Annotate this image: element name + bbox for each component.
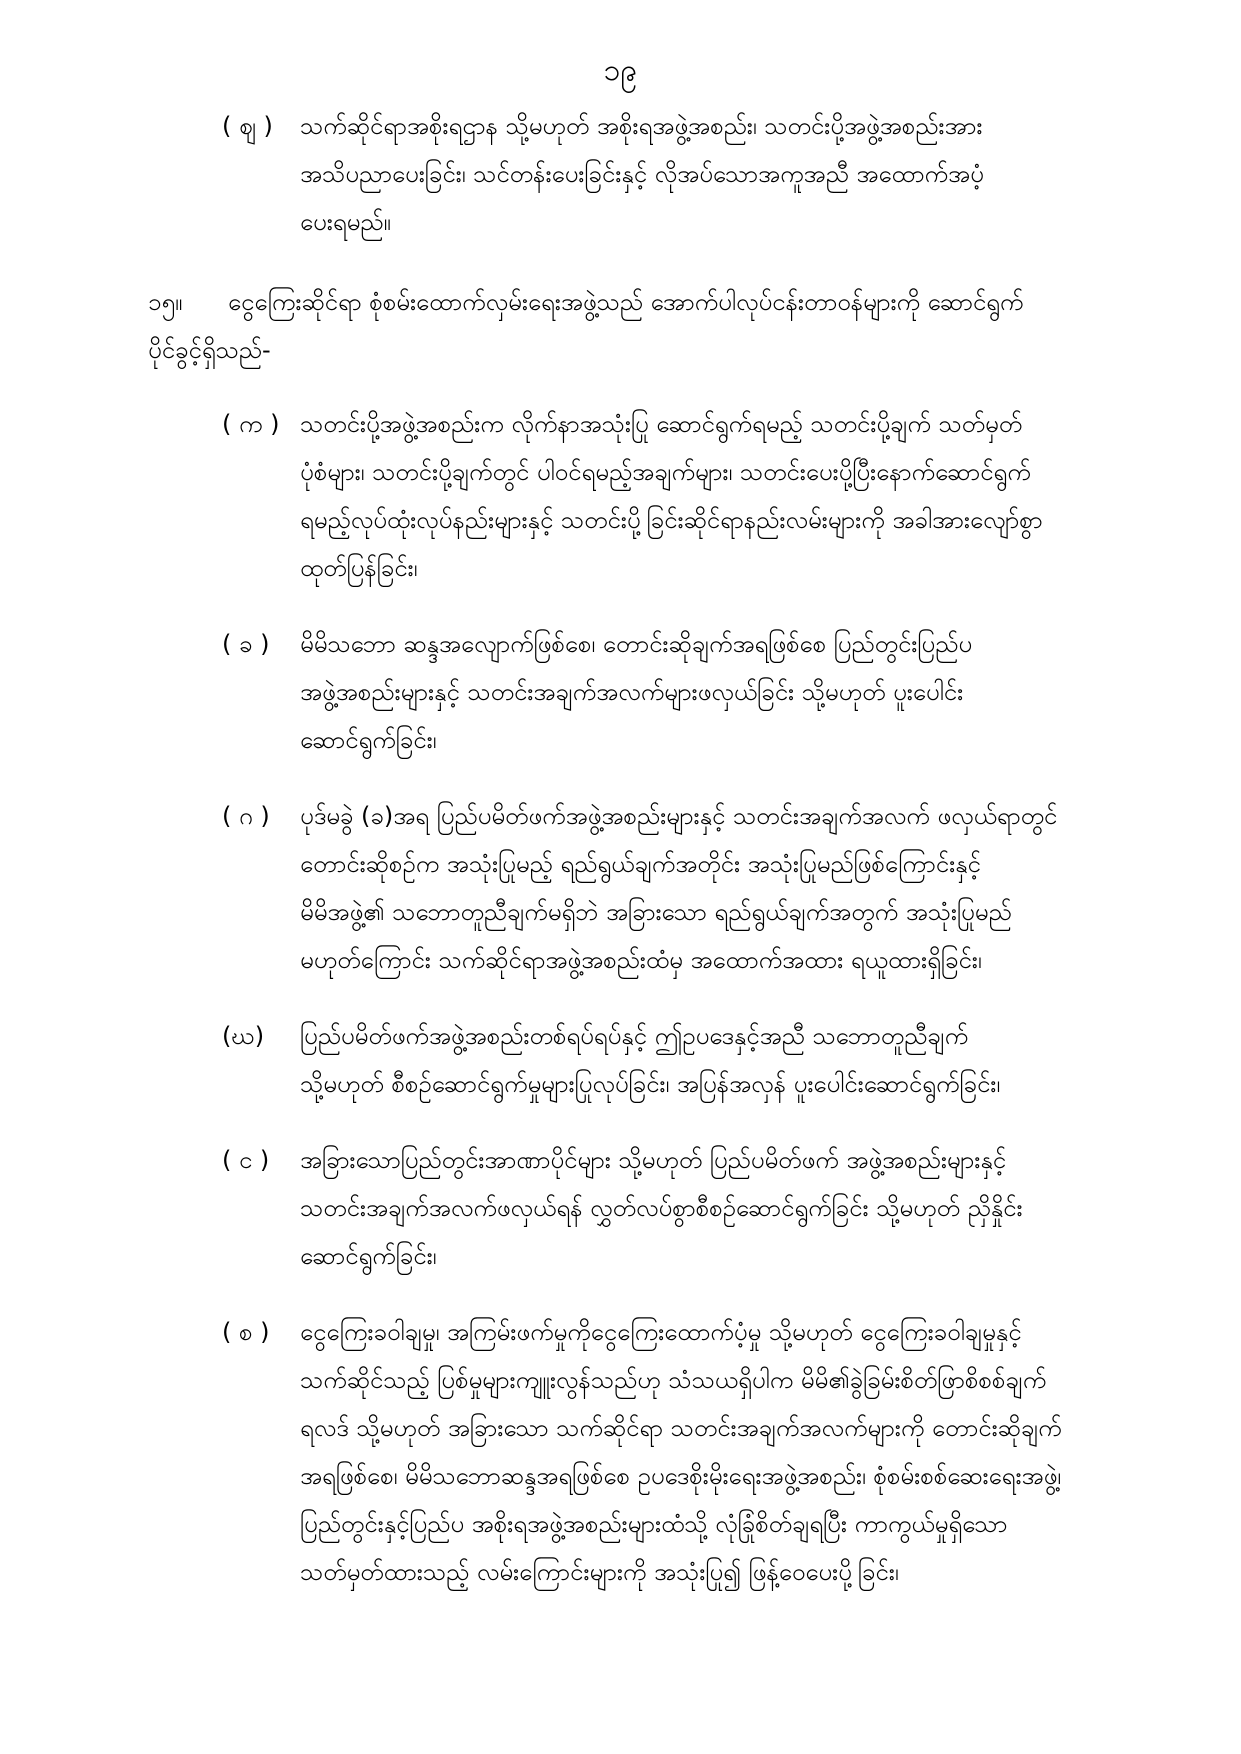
item-marker: ( ခ ): [222, 630, 270, 658]
text-line: ပုံစံများ၊ သတင်းပို့ချက်တွင် ပါဝင်ရမည့်အချက်များ၊ သတင်းပေးပို့ပြီးနောက်ဆောင်ရွက်: [300, 458, 1031, 486]
text-line: မိမိသဘော ဆန္ဒအလျောက်ဖြစ်စေ၊ တောင်းဆိုချက်အရဖြစ်စေ ပြည်တွင်းပြည်ပ: [300, 630, 973, 658]
item-marker: ( ဈ ): [222, 112, 273, 140]
section-number: ၁၅။: [148, 288, 183, 316]
text-line: သတ်မှတ်ထားသည့် လမ်းကြောင်းများကို အသုံးပြု၍ ဖြန့်ဝေပေးပို့ခြင်း၊: [300, 1558, 899, 1586]
text-line: အရဖြစ်စေ၊ မိမိသဘောဆန္ဒအရဖြစ်စေ ဥပဒေစိုးမိုးရေးအဖွဲ့အစည်း၊ စုံစမ်းစစ်ဆေးရေးအဖွဲ့၊: [300, 1462, 1062, 1490]
text-line: အခြားသောပြည်တွင်းအာဏာပိုင်များ သို့မဟုတ် ပြည်ပမိတ်ဖက် အဖွဲ့အစည်းများနှင့်: [300, 1146, 1007, 1174]
text-line: တောင်းဆိုစဉ်က အသုံးပြုမည့် ရည်ရွယ်ချက်အတိုင်း အသုံးပြုမည်ဖြစ်ကြောင်းနှင့်: [300, 850, 981, 878]
item-marker: ( ဂ ): [222, 802, 270, 830]
text-line: ထုတ်ပြန်ခြင်း၊: [300, 554, 418, 582]
text-line: ရမည့်လုပ်ထုံးလုပ်နည်းများနှင့် သတင်းပို့ခြင်းဆိုင်ရာနည်းလမ်းများကို အခါအားလျော်စွာ: [300, 506, 1043, 534]
text-line: သက်ဆိုင်သည့် ပြစ်မှုများကျူးလွန်သည်ဟု သံသယရှိပါက မိမိ၏ခွဲခြမ်းစိတ်ဖြာစိစစ်ချက်: [300, 1366, 1047, 1394]
text-line: သို့မဟုတ် စီစဉ်ဆောင်ရွက်မှုများပြုလုပ်ခြင်း၊ အပြန်အလှန် ပူးပေါင်းဆောင်ရွက်ခြင်း၊: [300, 1070, 1001, 1098]
text-line: ပိုင်ခွင့်ရှိသည်-: [148, 336, 271, 364]
item-marker: ( က ): [222, 410, 280, 438]
text-line: ဆောင်ရွက်ခြင်း၊: [300, 1242, 437, 1270]
text-line: သက်ဆိုင်ရာအစိုးရဌာန သို့မဟုတ် အစိုးရအဖွဲ့အစည်း၊ သတင်းပို့အဖွဲ့အစည်းအား: [300, 112, 983, 140]
page-number: ၁၉: [603, 53, 638, 88]
text-line: ပြည်ပမိတ်ဖက်အဖွဲ့အစည်းတစ်ရပ်ရပ်နှင့် ဤဥပဒေနှင့်အညီ သဘောတူညီချက်: [300, 1022, 969, 1050]
text-line: ပြည်တွင်းနှင့်ပြည်ပ အစိုးရအဖွဲ့အစည်းများထံသို့ လုံခြုံစိတ်ချရပြီး ကာကွယ်မှုရှိသော: [300, 1510, 1008, 1538]
text-line: ရလဒ် သို့မဟုတ် အခြားသော သက်ဆိုင်ရာ သတင်းအချက်အလက်များကို တောင်းဆိုချက်: [300, 1414, 1062, 1442]
text-line: ငွေကြေးဆိုင်ရာ စုံစမ်းထောက်လှမ်းရေးအဖွဲ့သည် အောက်ပါလုပ်ငန်းတာဝန်များကို ဆောင်ရွက်: [228, 288, 1024, 316]
text-line: ငွေကြေးခဝါချမှု၊ အကြမ်းဖက်မှုကိုငွေကြေးထောက်ပံ့မှု သို့မဟုတ် ငွေကြေးခဝါချမှုနှင့်: [300, 1318, 1022, 1346]
text-line: မဟုတ်ကြောင်း သက်ဆိုင်ရာအဖွဲ့အစည်းထံမှ အထောက်အထား ရယူထားရှိခြင်း၊: [300, 946, 982, 974]
item-marker: ( င ): [222, 1146, 270, 1174]
item-marker: ( စ ): [222, 1318, 270, 1346]
text-line: သတင်းအချက်အလက်ဖလှယ်ရန် လွှတ်လပ်စွာစီစဉ်ဆောင်ရွက်ခြင်း သို့မဟုတ် ညှိနှိုင်း: [300, 1194, 1023, 1222]
item-marker: (ဃ): [222, 1022, 265, 1050]
text-line: ပုဒ်မခွဲ (ခ)အရ ပြည်ပမိတ်ဖက်အဖွဲ့အစည်းများနှင့် သတင်းအချက်အလက် ဖလှယ်ရာတွင်: [300, 802, 1058, 830]
text-line: သတင်းပို့အဖွဲ့အစည်းက လိုက်နာအသုံးပြု ဆောင်ရွက်ရမည့် သတင်းပို့ချက် သတ်မှတ်: [300, 410, 1023, 438]
text-line: အသိပညာပေးခြင်း၊ သင်တန်းပေးခြင်းနှင့် လိုအပ်သောအကူအညီ အထောက်အပံ့: [300, 160, 984, 188]
text-line: ဆောင်ရွက်ခြင်း၊: [300, 726, 437, 754]
text-line: ပေးရမည်။: [300, 208, 391, 236]
text-line: အဖွဲ့အစည်းများနှင့် သတင်းအချက်အလက်များဖလှယ်ခြင်း သို့မဟုတ် ပူးပေါင်း: [300, 678, 964, 706]
text-line: မိမိအဖွဲ့၏ သဘောတူညီချက်မရှိဘဲ အခြားသော ရည်ရွယ်ချက်အတွက် အသုံးပြုမည်: [300, 898, 1012, 926]
